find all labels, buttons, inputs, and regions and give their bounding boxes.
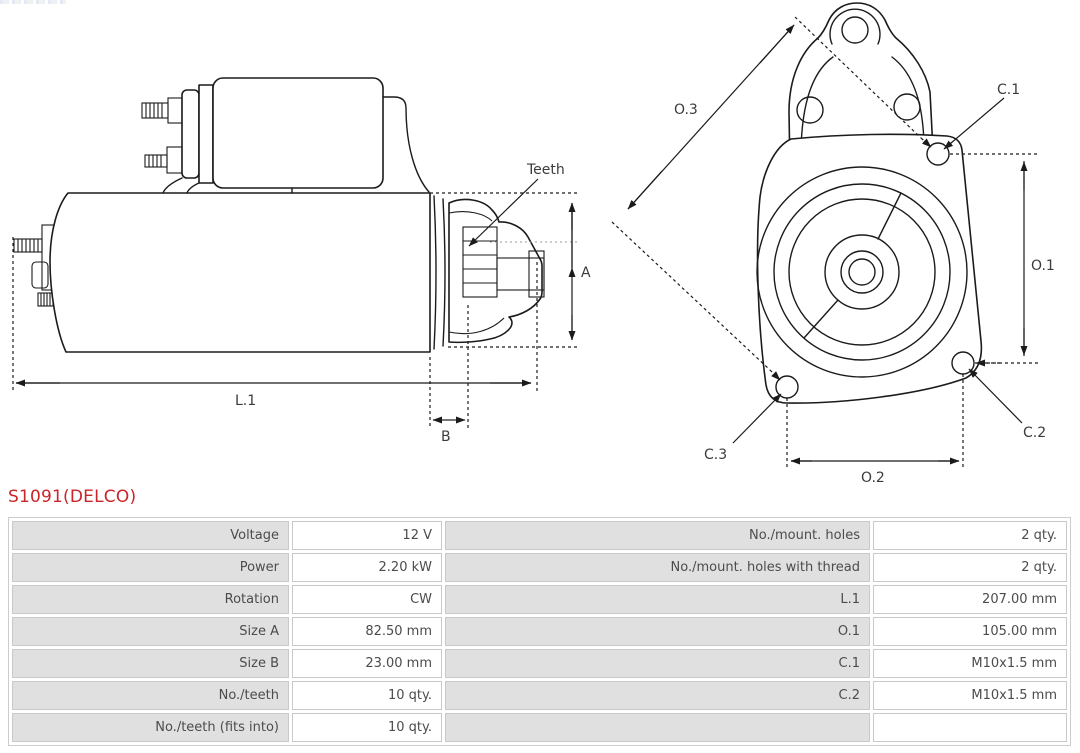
spec-label-cell: Power xyxy=(12,553,289,582)
spec-row xyxy=(12,649,1067,678)
solenoid-cap-ring-outer xyxy=(182,90,199,178)
solenoid-body xyxy=(213,78,383,188)
dim-label-c2: C.2 xyxy=(1023,425,1047,441)
spec-value-cell: 10 qty. xyxy=(292,681,442,710)
bell-rings xyxy=(434,196,445,349)
callout-c2 xyxy=(969,369,1046,441)
mounting-flange xyxy=(758,134,982,403)
spec-value-cell: CW xyxy=(292,585,442,614)
dim-label-o3: O.3 xyxy=(674,102,698,118)
spec-value-cell: 2 qty. xyxy=(873,553,1067,582)
front-view-drawing xyxy=(612,3,1055,486)
dim-label-b: B xyxy=(441,429,451,445)
spec-value-cell: 23.00 mm xyxy=(292,649,442,678)
spec-value-cell: 2.20 kW xyxy=(292,553,442,582)
spec-value-cell: 12 V xyxy=(292,521,442,550)
spec-row xyxy=(12,713,1067,742)
teeth-label: Teeth xyxy=(527,162,565,178)
spec-value-cell: 207.00 mm xyxy=(873,585,1067,614)
spec-label-cell: C.2 xyxy=(445,681,870,710)
spec-label-cell: L.1 xyxy=(445,585,870,614)
spec-label-cell: C.1 xyxy=(445,649,870,678)
spec-table-body xyxy=(12,521,1067,742)
motor-body xyxy=(50,193,430,352)
spec-value-cell: M10x1.5 mm xyxy=(873,681,1067,710)
housing-shoulder xyxy=(383,97,429,192)
spec-label-cell xyxy=(445,713,870,742)
spec-label-cell: Size A xyxy=(12,617,289,646)
spec-label-cell: Voltage xyxy=(12,521,289,550)
side-view-drawing xyxy=(13,78,591,445)
solenoid-cap-ring-inner xyxy=(199,85,213,183)
dim-label-c3: C.3 xyxy=(704,447,728,463)
spec-table xyxy=(8,517,1071,746)
callout-c1 xyxy=(944,82,1020,149)
spec-value-cell xyxy=(873,713,1067,742)
dim-label-c1: C.1 xyxy=(997,82,1021,98)
spec-label-cell: Rotation xyxy=(12,585,289,614)
spec-label-cell: No./teeth xyxy=(12,681,289,710)
dim-label-o1: O.1 xyxy=(1031,258,1055,274)
callout-c3 xyxy=(704,394,781,463)
spec-label-cell: No./mount. holes xyxy=(445,521,870,550)
dim-label-a: A xyxy=(581,265,591,281)
product-title: S1091(DELCO) xyxy=(8,487,137,507)
solenoid-studs xyxy=(142,98,182,173)
spec-label-cell: Size B xyxy=(12,649,289,678)
spec-row xyxy=(12,681,1067,710)
spec-value-cell: 2 qty. xyxy=(873,521,1067,550)
dim-label-l1: L.1 xyxy=(235,393,257,409)
spec-row xyxy=(12,521,1067,550)
dim-label-o2: O.2 xyxy=(861,470,885,486)
spec-value-cell: 105.00 mm xyxy=(873,617,1067,646)
spec-label-cell: O.1 xyxy=(445,617,870,646)
spec-value-cell: M10x1.5 mm xyxy=(873,649,1067,678)
spec-label-cell: No./teeth (fits into) xyxy=(12,713,289,742)
spec-value-cell: 10 qty. xyxy=(292,713,442,742)
spec-row xyxy=(12,553,1067,582)
spec-label-cell: No./mount. holes with thread xyxy=(445,553,870,582)
spec-row xyxy=(12,585,1067,614)
spec-row xyxy=(12,617,1067,646)
spec-value-cell: 82.50 mm xyxy=(292,617,442,646)
